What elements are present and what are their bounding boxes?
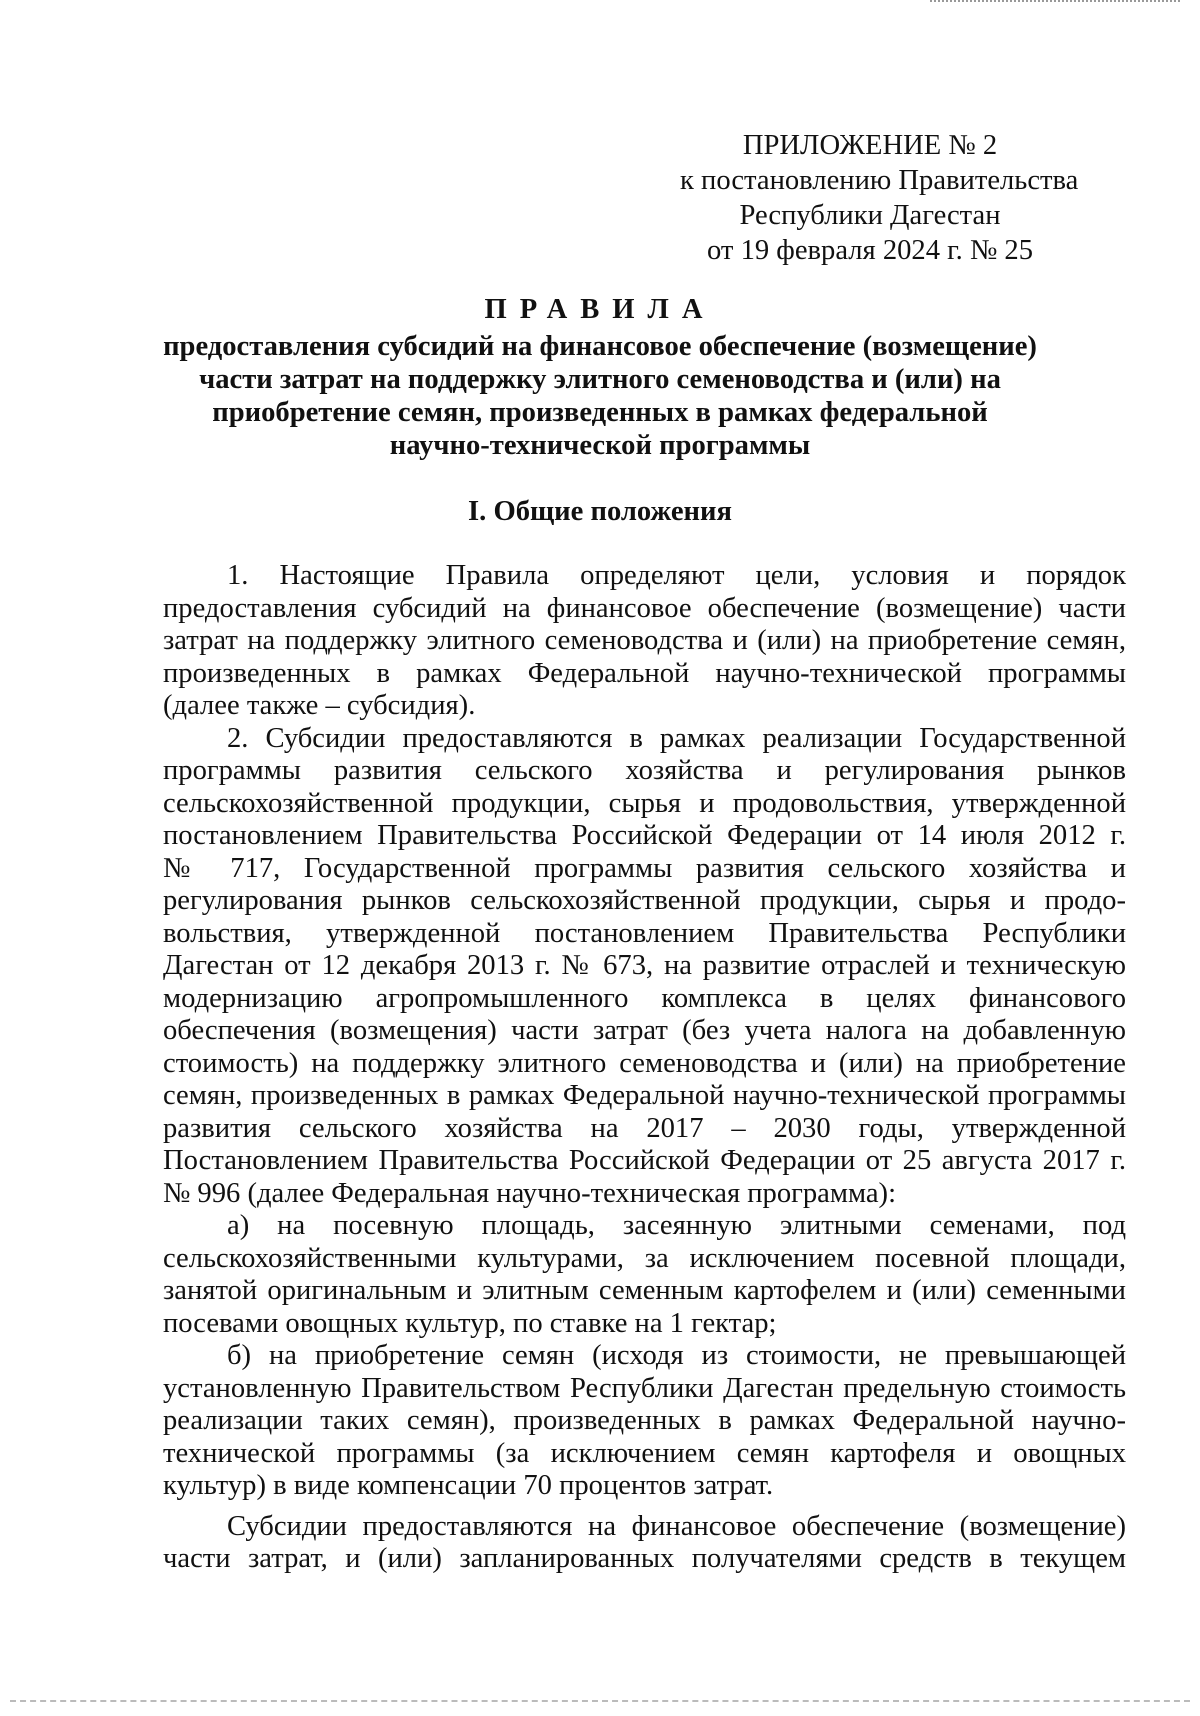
scan-edge-bottom — [10, 1700, 1190, 1702]
subtitle-line: научно-технической программы — [389, 430, 811, 461]
text-line: произведенных в рамках Федеральной научно-технической программы — [163, 657, 1126, 689]
attachment-decree-ref: к постановлению Правительства — [680, 165, 1079, 196]
attachment-block — [680, 128, 1079, 268]
text-line: занятой оригинальным и элитным семенным картофелем и (или) семенными — [163, 1275, 1126, 1306]
paragraph-2 — [163, 723, 1126, 1211]
text-line: Постановлением Правительства Российской Федерации от 25 августа 2017 г. — [163, 1145, 1126, 1176]
text-line: постановлением Правительства Российской Федерации от 14 июля 2012 г. — [163, 820, 1126, 851]
document-subtitle — [120, 330, 1080, 462]
paragraph-subsidies — [163, 1511, 1126, 1576]
text-line: 1. Настоящие Правила определяют цели, условия и порядок — [227, 560, 1126, 591]
attachment-number: ПРИЛОЖЕНИЕ № 2 — [742, 130, 998, 161]
subparagraph-b — [163, 1340, 1126, 1503]
paragraph-1 — [163, 560, 1126, 723]
text-line: сельскохозяйственной продукции, сырья и продовольствия, утвержденной — [163, 787, 1126, 819]
text-line: части затрат, и (или) запланированных получателями средств в текущем — [163, 1543, 1126, 1574]
subtitle-line: предоставления субсидий на финансовое обеспечение (возмещение) — [163, 331, 1037, 362]
text-line: обеспечения (возмещения) части затрат (без учета налога на добавленную — [163, 1015, 1126, 1046]
text-line: установленную Правительством Республики Дагестан предельную стоимость — [163, 1372, 1126, 1404]
scan-edge-top — [930, 0, 1180, 2]
text-line: сельскохозяйственными культурами, за исключением посевной площади, — [163, 1242, 1126, 1274]
subtitle-line: части затрат на поддержку элитного семеноводства и (или) на — [199, 364, 1001, 395]
text-line: реализации таких семян), произведенных в рамках Федеральной научно- — [163, 1405, 1126, 1436]
text-line: № 996 (далее Федеральная научно-техническая программа): — [163, 1177, 897, 1209]
text-line: технической программы (за исключением семян картофеля и овощных — [163, 1437, 1126, 1469]
text-line: развития сельского хозяйства на 2017 – 2030 годы, утвержденной — [163, 1112, 1126, 1144]
text-line: вольствия, утвержденной постановлением Правительства Республики — [163, 917, 1126, 949]
section-heading: I. Общие положения — [468, 496, 732, 527]
subtitle-line: приобретение семян, произведенных в рамках федеральной — [212, 397, 988, 428]
text-line: Дагестан от 12 декабря 2013 г. № 673, на развитие отраслей и техническую — [163, 950, 1126, 981]
document-title: ПРАВИЛА — [484, 294, 716, 325]
text-line: (далее также – субсидия). — [163, 690, 476, 721]
text-line: предоставления субсидий на финансовое обеспечение (возмещение) части — [163, 592, 1126, 624]
text-line: программы развития сельского хозяйства и регулирования рынков — [163, 755, 1126, 786]
text-line: модернизацию агропромышленного комплекса в целях финансового — [163, 982, 1126, 1014]
text-line: № 717, Государственной программы развития сельского хозяйства и — [163, 852, 1126, 884]
text-line: а) на посевную площадь, засеянную элитными семенами, под — [227, 1210, 1126, 1241]
text-line: регулирования рынков сельскохозяйственной продукции, сырья и продо- — [163, 885, 1126, 916]
text-line: Субсидии предоставляются на финансовое обеспечение (возмещение) — [227, 1510, 1126, 1542]
text-line: посевами овощных культур, по ставке на 1 гектар; — [163, 1307, 777, 1339]
text-line: культур) в виде компенсации 70 процентов затрат. — [163, 1470, 774, 1501]
text-line: б) на приобретение семян (исходя из стоимости, не превышающей — [227, 1340, 1126, 1371]
text-line: семян, произведенных в рамках Федеральной научно-технической программы — [163, 1080, 1126, 1111]
document-body — [163, 560, 1126, 1576]
text-line: 2. Субсидии предоставляются в рамках реализации Государственной — [227, 722, 1126, 754]
text-line: затрат на поддержку элитного семеноводства и (или) на приобретение семян, — [163, 625, 1126, 656]
subparagraph-a — [163, 1210, 1126, 1340]
attachment-region: Республики Дагестан — [739, 200, 1001, 231]
attachment-date: от 19 февраля 2024 г. № 25 — [707, 235, 1033, 266]
text-line: стоимость) на поддержку элитного семеноводства и (или) на приобретение — [163, 1047, 1126, 1079]
